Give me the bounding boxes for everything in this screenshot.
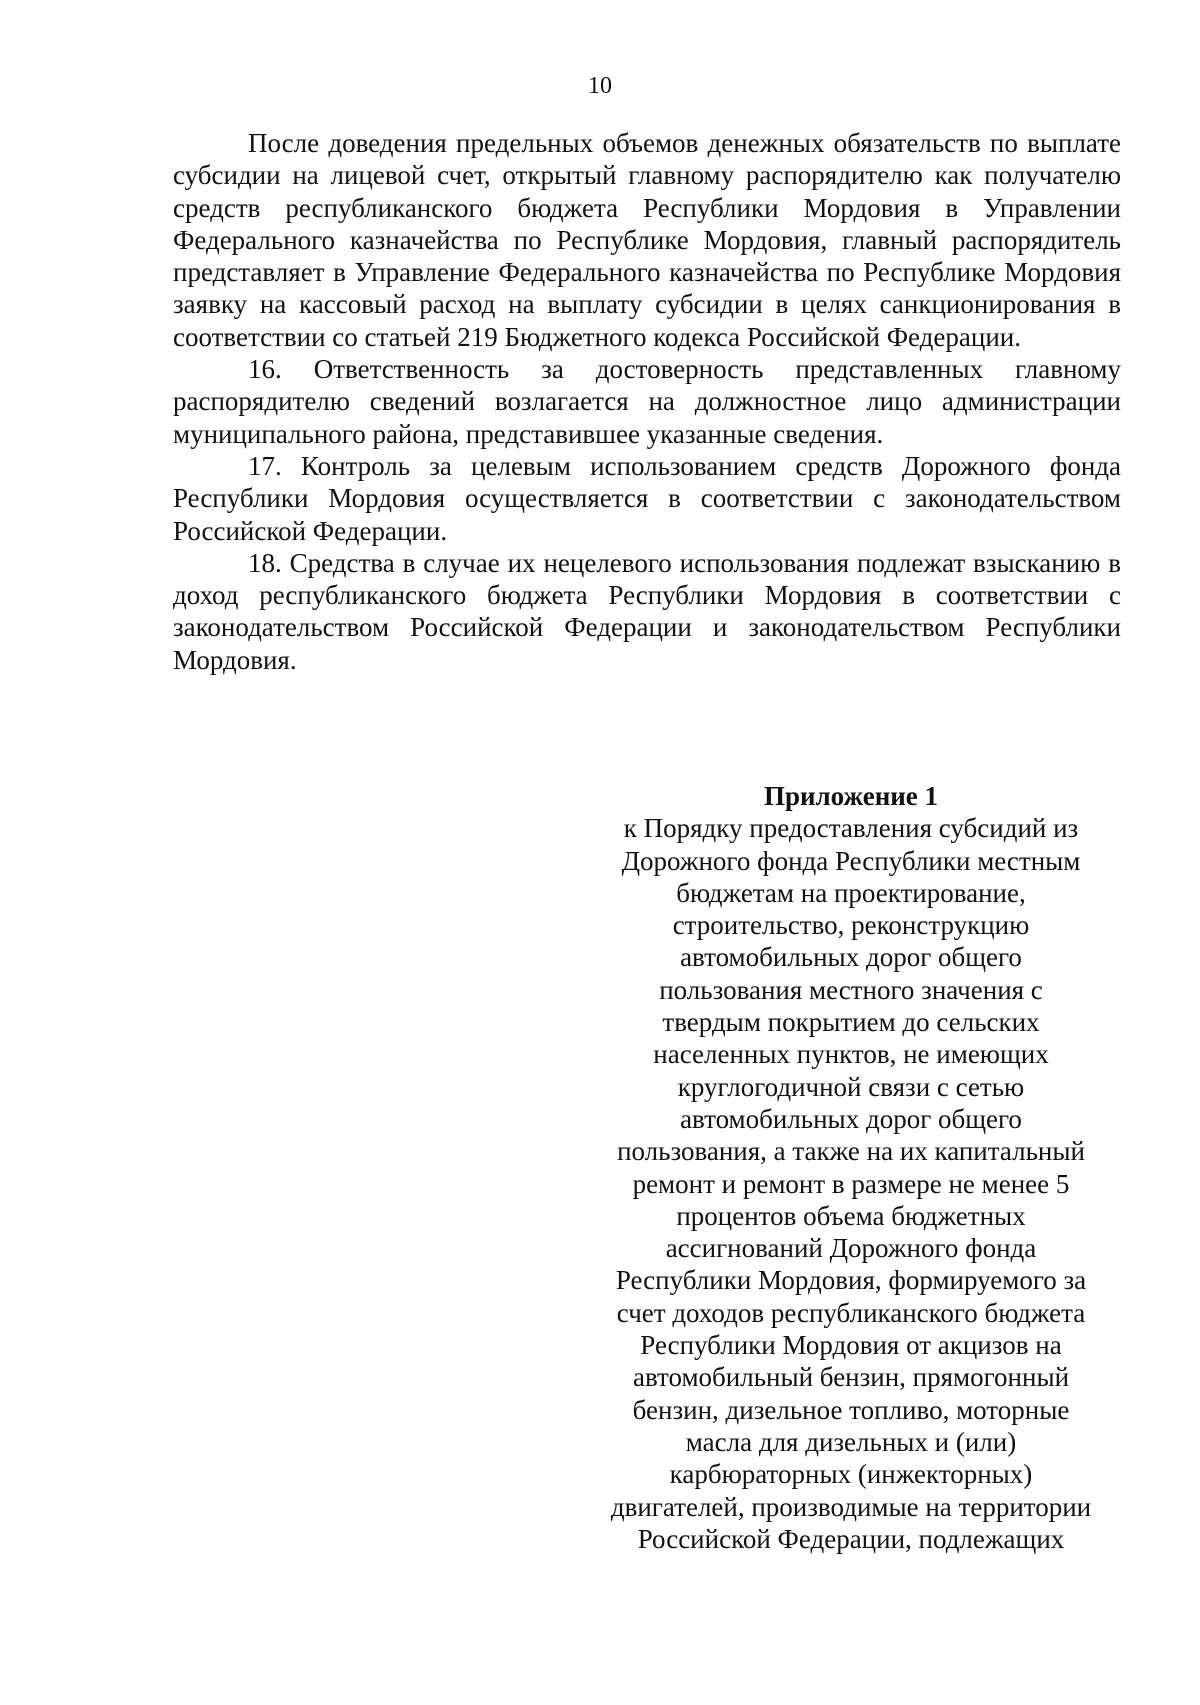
paragraph-funding-limits: После доведения предельных объемов денежных обязательств по выплате субсидии на лицевой счет, открытый главному распорядителю как получателю средств республиканского бюджета Республики Мордовия в Управлении Федерального казначейства по Республике Мордовия, главный распорядитель представляет в Управление Федерального казначейства по Республике Мордовия заявку на кассовый расход на выплату субсидии в целях санкционирования в соответствии со статьей 219 Бюджетного кодекса Российской Федерации.	[173, 128, 1121, 352]
appendix-line: масла для дизельных и (или)	[685, 1426, 1017, 1457]
appendix-line: Республики Мордовия от акцизов на	[640, 1330, 1062, 1361]
appendix-line: автомобильный бензин, прямогонный	[632, 1362, 1070, 1393]
appendix-line: к Порядку предоставления субсидий из	[623, 813, 1079, 844]
appendix-line: твердым покрытием до сельских	[662, 1007, 1040, 1038]
paragraph-18-recovery: 18. Средства в случае их нецелевого использования подлежат взысканию в доход республиканского бюджета Республики Мордовия в соответствии с законодательством Российской Федерации и законодательством Республики Мордовия.	[173, 547, 1121, 675]
appendix-line: автомобильных дорог общего	[680, 942, 1022, 973]
page-number: 10	[588, 73, 612, 99]
appendix-line: ремонт и ремонт в размере не менее 5	[632, 1168, 1070, 1199]
appendix-line: строительство, реконструкцию	[672, 910, 1030, 941]
paragraph-16-responsibility: 16. Ответственность за достоверность представленных главному распорядителю сведений возлагается на должностное лицо администрации муниципального района, представившее указанные сведения.	[173, 354, 1121, 449]
appendix-line: пользования, а также на их капитальный	[617, 1136, 1085, 1167]
appendix-line: ассигнований Дорожного фонда	[665, 1233, 1037, 1264]
appendix-line: пользования местного значения с	[659, 974, 1043, 1005]
appendix-line: двигателей, производимые на территории	[610, 1491, 1092, 1522]
appendix-line: автомобильных дорог общего	[680, 1103, 1022, 1134]
appendix-line: населенных пунктов, не имеющих	[653, 1039, 1049, 1070]
appendix-title: Приложение 1	[763, 781, 939, 811]
body-text	[173, 127, 1121, 676]
paragraph-17-control: 17. Контроль за целевым использованием средств Дорожного фонда Республики Мордовия осуществляется в соответствии с законодательством Российской Федерации.	[173, 450, 1121, 546]
appendix-line: круглогодичной связи с сетью	[677, 1071, 1025, 1102]
appendix-line: Дорожного фонда Республики местным	[621, 845, 1081, 876]
appendix-line: Российской Федерации, подлежащих	[637, 1523, 1065, 1554]
appendix-line: процентов объема бюджетных	[676, 1200, 1026, 1231]
appendix-line: карбюраторных (инжекторных)	[669, 1459, 1033, 1490]
appendix-line: бензин, дизельное топливо, моторные	[632, 1394, 1070, 1425]
appendix-line: Республики Мордовия, формируемого за	[615, 1265, 1087, 1296]
appendix-line: счет доходов республиканского бюджета	[616, 1297, 1086, 1328]
appendix-line: бюджетам на проектирование,	[676, 877, 1026, 908]
appendix-block	[596, 780, 1106, 1555]
